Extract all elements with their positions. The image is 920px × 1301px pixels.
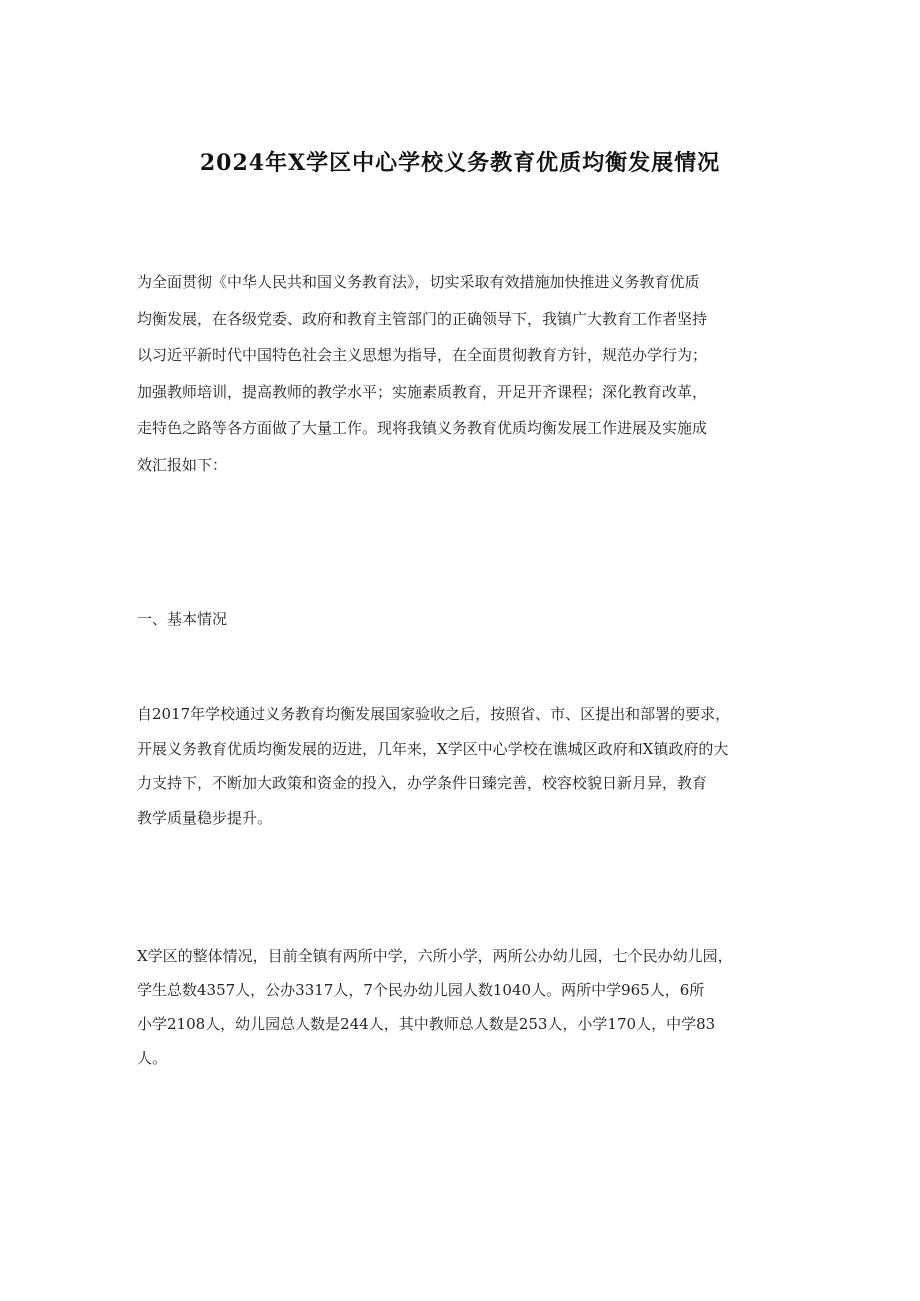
paragraph-line: X学区的整体情况，目前全镇有两所中学，六所小学，两所公办幼儿园，七个民办幼儿园， (137, 947, 733, 965)
intro-paragraph (137, 264, 787, 483)
document-title: 2024年X学区中心学校义务教育优质均衡发展情况 (199, 150, 721, 176)
paragraph-line: 走特色之路等各方面做了大量工作。现将我镇义务教育优质均衡发展工作进展及实施成 (137, 419, 708, 437)
paragraph-line: 加强教师培训，提高教师的教学水平；实施素质教育，开足开齐课程；深化教育改革， (137, 382, 708, 401)
paragraph-line: 学生总数4357人，公办3317人，7个民办幼儿园人数1040人。两所中学965人，6所 (137, 981, 705, 999)
paragraph-line: 均衡发展，在各级党委、政府和教育主管部门的正确领导下，我镇广大教育工作者坚持 (137, 309, 708, 328)
paragraph-line: 为全面贯彻《中华人民共和国义务教育法》，切实采取有效措施加快推进义务教育优质 (137, 273, 700, 291)
basic-situation-paragraph (137, 697, 787, 835)
paragraph-line: 开展义务教育优质均衡发展的迈进，几年来，X学区中心学校在谯城区政府和X镇政府的大 (137, 739, 729, 758)
paragraph-line: 力支持下，不断加大政策和资金的投入，办学条件日臻完善，校容校貌日新月异，教育 (137, 774, 708, 792)
paragraph-line: 自2017年学校通过义务教育均衡发展国家验收之后，按照省、市、区提出和部署的要求， (137, 705, 731, 723)
paragraph-line: 效汇报如下： (137, 455, 228, 474)
statistics-paragraph (137, 939, 787, 1075)
paragraph-line: 人。 (137, 1049, 168, 1067)
paragraph-line: 小学2108人，幼儿园总人数是244人，其中教师总人数是253人，小学170人，中学83 (137, 1015, 716, 1033)
section-heading: 一、基本情况 (137, 610, 228, 628)
paragraph-line: 以习近平新时代中国特色社会主义思想为指导，在全面贯彻教育方针，规范办学行为； (137, 346, 708, 364)
paragraph-line: 教学质量稳步提升。 (137, 808, 273, 827)
